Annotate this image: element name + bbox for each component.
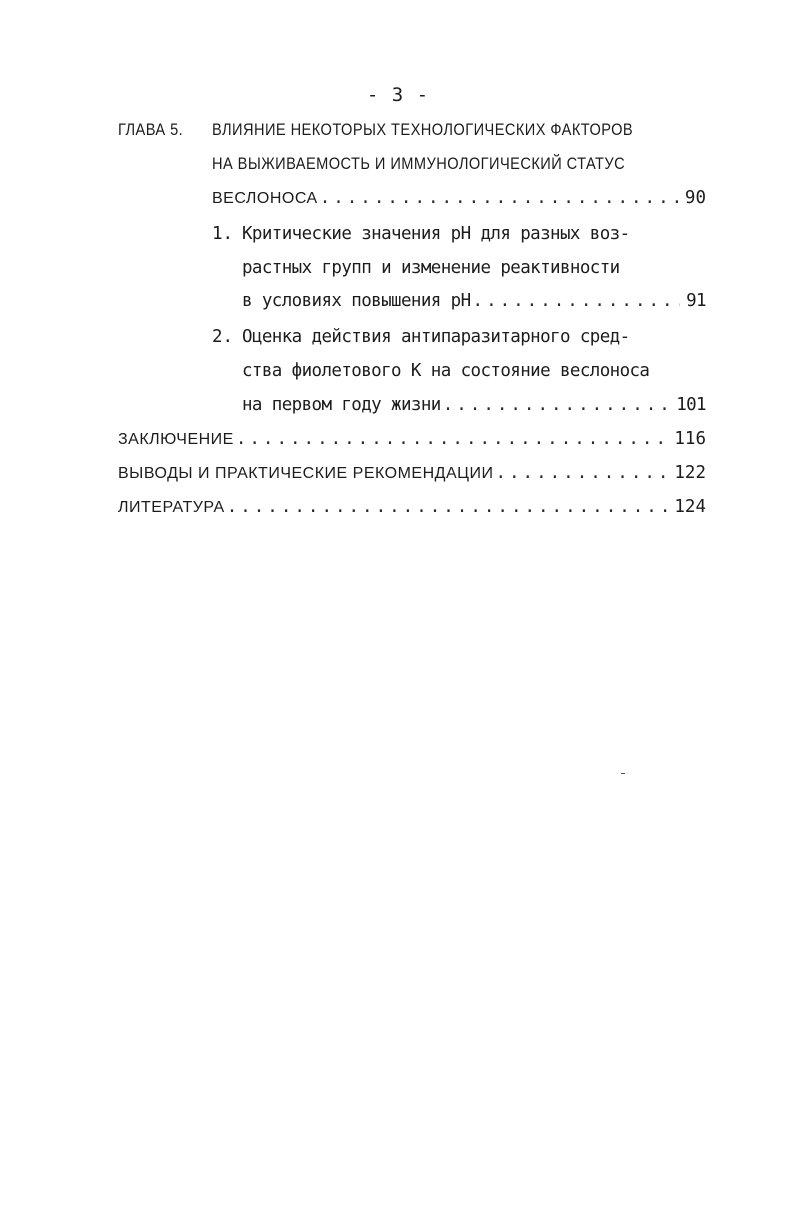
toc-entry-page: 116 — [674, 429, 706, 449]
toc-entry-literature — [118, 495, 706, 520]
dot-leader — [443, 393, 670, 417]
toc-entry-title: ЛИТЕРАТУРА — [118, 499, 225, 516]
toc-entry-page: 122 — [674, 463, 706, 483]
section-2-page-number: 101 — [676, 395, 706, 415]
section-1-line-1: Критические значения pH для разных воз- — [242, 224, 630, 244]
section-2-line-2: ства фиолетового К на состояние веслоноса — [242, 361, 650, 381]
section-1-line-2: растных групп и изменение реактивности — [242, 258, 620, 278]
dot-leader — [473, 289, 681, 313]
scan-speck — [621, 773, 625, 774]
chapter-page-number: 90 — [684, 188, 706, 208]
section-2-line-3 — [242, 393, 706, 417]
dot-leader — [236, 427, 669, 451]
toc-entry-conclusion — [118, 427, 706, 452]
chapter-label: ГЛАВА 5. — [118, 120, 184, 139]
section-1-line-3 — [242, 289, 706, 313]
toc-entry-page: 124 — [674, 497, 706, 517]
chapter-title-text: ВЕСЛОНОСА — [212, 190, 318, 207]
dot-leader — [320, 186, 679, 210]
section-2-title-end: на первом году жизни — [242, 395, 441, 415]
toc-entry-title: ЗАКЛЮЧЕНИЕ — [118, 431, 234, 448]
dot-leader — [495, 461, 668, 485]
section-1-title-end: в условиях повышения pH — [242, 291, 471, 311]
page-number: - 3 - — [366, 84, 430, 106]
section-2-line-1: Оценка действия антипаразитарного сред- — [242, 327, 630, 347]
chapter-title-line-3 — [212, 186, 706, 211]
toc-entry-findings — [118, 461, 706, 486]
chapter-title-line-2: НА ВЫЖИВАЕМОСТЬ И ИММУНОЛОГИЧЕСКИЙ СТАТУС — [212, 154, 626, 173]
chapter-title-line-1: ВЛИЯНИЕ НЕКОТОРЫХ ТЕХНОЛОГИЧЕСКИХ ФАКТОРОВ — [212, 120, 634, 139]
section-1-number: 1. — [212, 224, 234, 244]
toc-entry-title: ВЫВОДЫ И ПРАКТИЧЕСКИЕ РЕКОМЕНДАЦИИ — [118, 465, 494, 482]
section-2-number: 2. — [212, 327, 234, 347]
dot-leader — [227, 495, 669, 519]
section-1-page-number: 91 — [686, 291, 706, 311]
